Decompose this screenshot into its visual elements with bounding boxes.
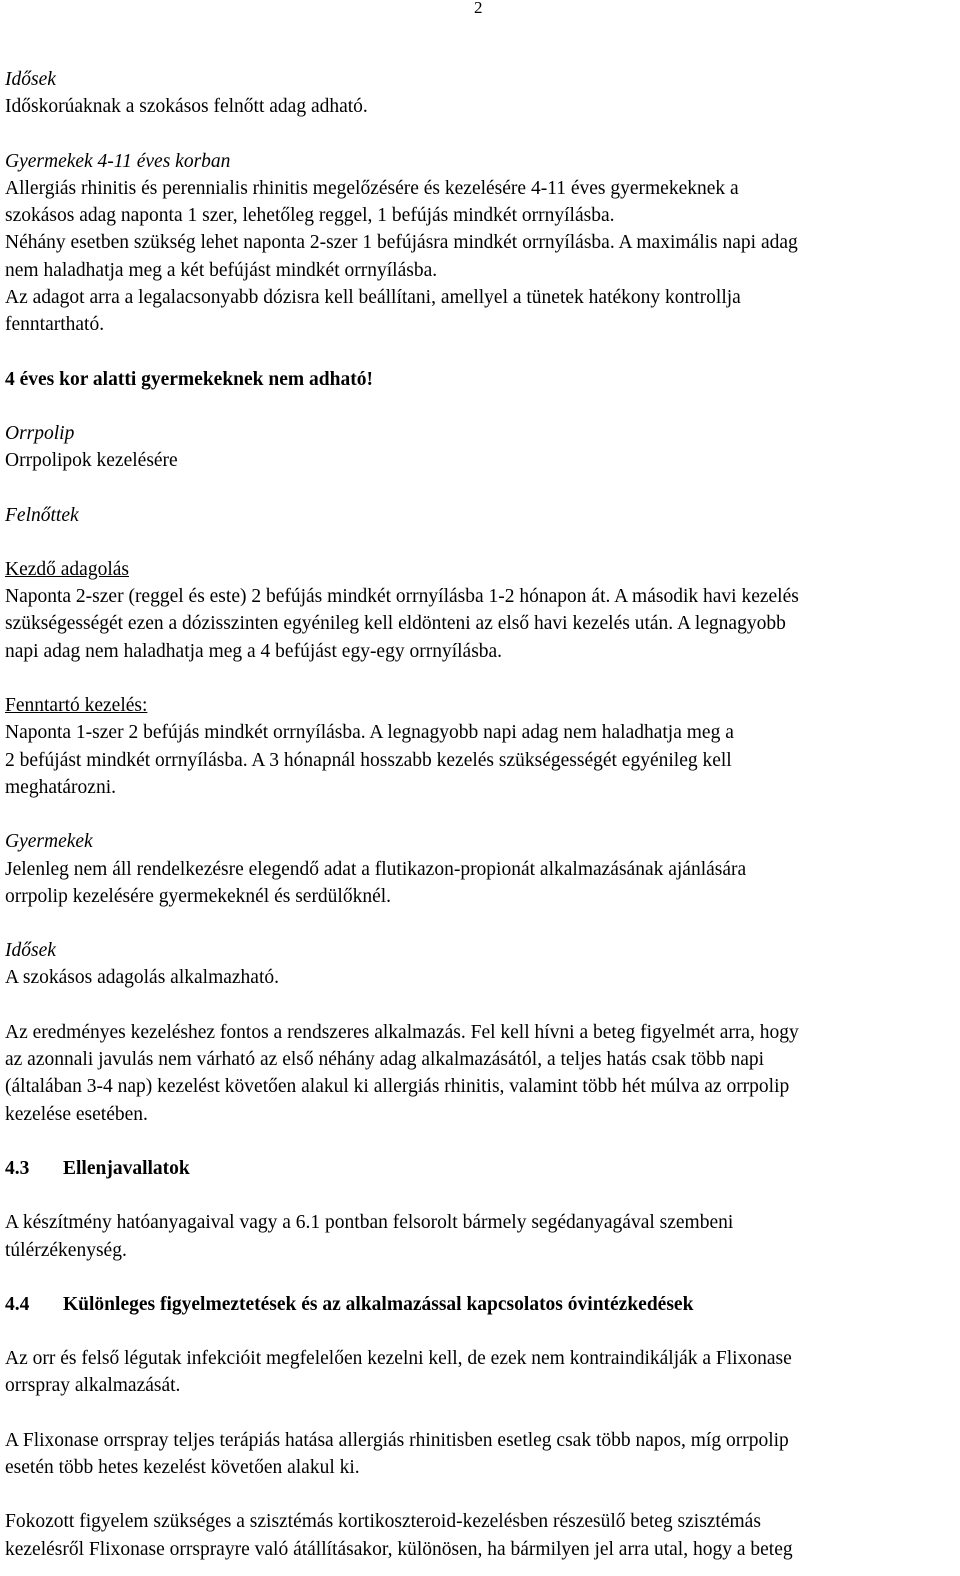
- subheading-initial-dosing: Kezdő adagolás: [5, 558, 129, 580]
- paragraph-line: esetén több hetes kezelést követően alakul ki.: [5, 1456, 360, 1478]
- section-children-4-11: [5, 148, 955, 339]
- paragraph-line: (általában 3-4 nap) kezelést követően alakul ki allergiás rhinitis, valamint több hét múlva az orrpolip: [5, 1076, 790, 1098]
- paragraph-line: napi adag nem haladhatja meg a 4 befújást egy-egy orrnyílásba.: [5, 640, 503, 662]
- paragraph-line: Az orr és felső légutak infekcióit megfelelően kezelni kell, de ezek nem kontraindikálják a Flixonase: [5, 1348, 792, 1370]
- subheading-children: Gyermekek: [5, 831, 93, 853]
- subheading-nasal-polyp: Orrpolip: [5, 422, 75, 444]
- paragraph-line: Allergiás rhinitis és perennialis rhinitis megelőzésére és kezelésére 4-11 éves gyermekeknek a: [5, 177, 739, 199]
- document-body: [5, 66, 955, 1563]
- paragraph-line: Fokozott figyelem szükséges a szisztémás kortikoszteroid-kezelésben részesülő beteg szisztémás: [5, 1511, 761, 1533]
- paragraph-line: A Flixonase orrspray teljes terápiás hatása allergiás rhinitisben esetleg csak több napos, míg orrpolip: [5, 1429, 789, 1451]
- paragraph-infections: [5, 1345, 955, 1400]
- paragraph-line: A szokásos adagolás alkalmazható.: [5, 967, 279, 989]
- paragraph-line: orrpolip kezelésére gyermekeknél és serdülőknél.: [5, 885, 392, 907]
- section-title: Különleges figyelmeztetések és az alkalmazással kapcsolatos óvintézkedések: [63, 1293, 694, 1315]
- paragraph-line: Az eredményes kezeléshez fontos a rendszeres alkalmazás. Fel kell hívni a beteg figyelmét arra, hogy: [5, 1021, 799, 1043]
- paragraph-line: A készítmény hatóanyagaival vagy a 6.1 pontban felsorolt bármely segédanyagával szembeni: [5, 1212, 734, 1234]
- section-children-polyp: [5, 828, 955, 910]
- paragraph-line: szokásos adag naponta 1 szer, lehetőleg reggel, 1 befújás mindkét orrnyílásba.: [5, 205, 615, 227]
- paragraph-line: Néhány esetben szükség lehet naponta 2-szer 1 befújásra mindkét orrnyílásba. A maximális napi adag: [5, 232, 798, 254]
- paragraph-line: szükségességét ezen a dózisszinten egyénileg kell eldönteni az első havi kezelés után. A legnagyobb: [5, 613, 786, 635]
- paragraph-therapeutic-effect: [5, 1427, 955, 1482]
- section-elderly: [5, 66, 955, 121]
- paragraph-line: Jelenleg nem áll rendelkezésre elegendő adat a flutikazon-propionát alkalmazásának ajánlására: [5, 858, 747, 880]
- paragraph-line: Orrpolipok kezelésére: [5, 450, 178, 472]
- paragraph-line: fenntartható.: [5, 314, 105, 336]
- paragraph-contraindications: [5, 1209, 955, 1264]
- paragraph-line: Naponta 2-szer (reggel és este) 2 befújás mindkét orrnyílásba 1-2 hónapon át. A második havi kezelés: [5, 586, 799, 608]
- section-initial-dosing: [5, 556, 955, 665]
- section-elderly-polyp: [5, 937, 955, 992]
- section-heading-4-3: [5, 1155, 955, 1182]
- paragraph-line: kezelésről Flixonase orrsprayre való átállításakor, különösen, ha bármilyen jel arra utal, hogy a beteg: [5, 1538, 793, 1560]
- section-nasal-polyp: [5, 420, 955, 475]
- subheading-children-4-11: Gyermekek 4-11 éves korban: [5, 150, 231, 172]
- section-number: 4.4: [5, 1293, 30, 1315]
- paragraph-systemic-switch: [5, 1508, 955, 1563]
- section-title: Ellenjavallatok: [63, 1157, 190, 1179]
- paragraph-line: Az adagot arra a legalacsonyabb dózisra kell beállítani, amellyel a tünetek hatékony kontrollja: [5, 287, 741, 309]
- paragraph-line: kezelése esetében.: [5, 1103, 148, 1125]
- paragraph-line: meghatározni.: [5, 776, 116, 798]
- subheading-adults: Felnőttek: [5, 504, 79, 526]
- section-number: 4.3: [5, 1157, 30, 1179]
- paragraph-regular-use: [5, 1019, 955, 1128]
- warning-under-4: 4 éves kor alatti gyermekeknek nem adható!: [5, 368, 373, 390]
- paragraph-line: az azonnali javulás nem várható az első néhány adag alkalmazásától, a teljes hatás csak több napi: [5, 1049, 765, 1071]
- section-maintenance: [5, 692, 955, 801]
- paragraph-line: orrspray alkalmazását.: [5, 1375, 181, 1397]
- subheading-maintenance: Fenntartó kezelés:: [5, 695, 148, 717]
- page-number: 2: [474, 0, 483, 17]
- subheading-elderly: Idősek: [5, 69, 56, 90]
- subheading-elderly: Idősek: [5, 940, 56, 962]
- paragraph-line: nem haladhatja meg a két befújást mindkét orrnyílásba.: [5, 259, 438, 281]
- paragraph-line: Időskorúaknak a szokásos felnőtt adag adható.: [5, 96, 368, 118]
- paragraph-line: Naponta 1-szer 2 befújás mindkét orrnyílásba. A legnagyobb napi adag nem haladhatja meg a: [5, 722, 734, 744]
- paragraph-line: túlérzékenység.: [5, 1239, 127, 1261]
- paragraph-line: 2 befújást mindkét orrnyílásba. A 3 hónapnál hosszabb kezelés szükségességét egyénileg kell: [5, 749, 732, 771]
- section-heading-4-4: [5, 1291, 955, 1318]
